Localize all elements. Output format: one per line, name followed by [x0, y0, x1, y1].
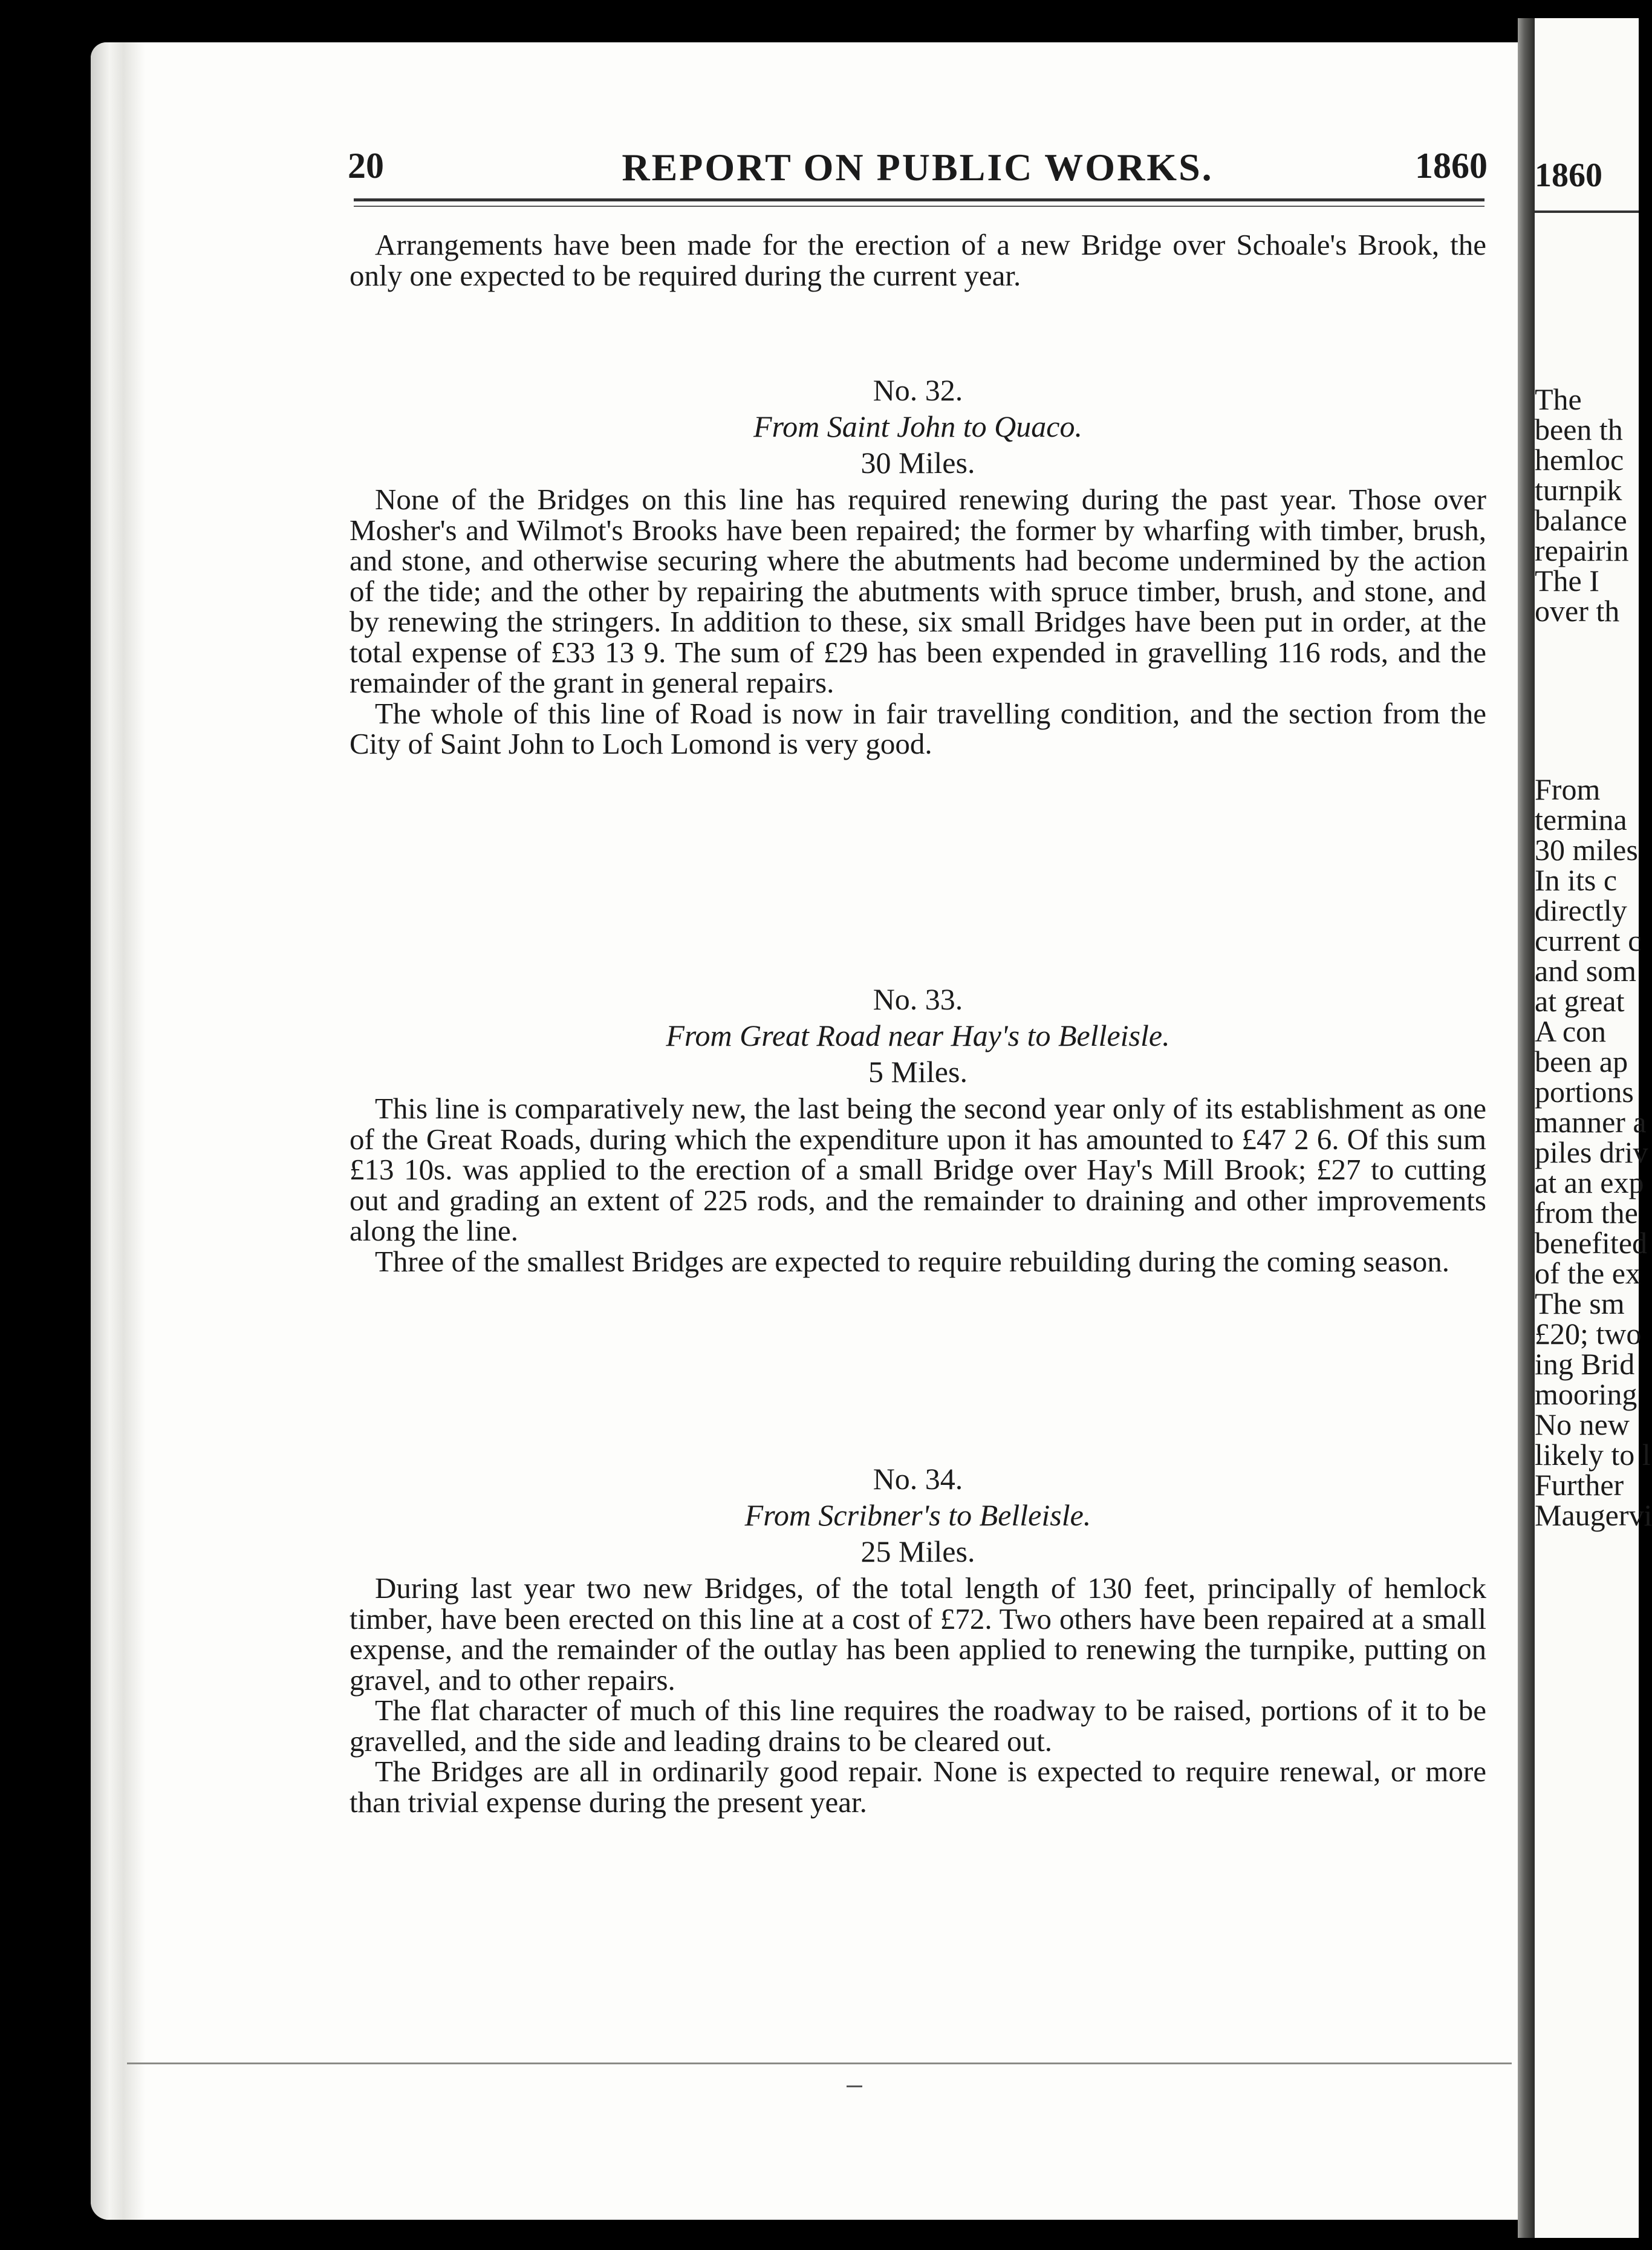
section-route: From Scribner's to Belleisle.: [744, 1498, 1091, 1532]
facing-page-line: A con: [1535, 1014, 1607, 1048]
section-length: 25 Miles.: [860, 1534, 975, 1568]
facing-page-line: from the: [1535, 1196, 1638, 1230]
section-paragraph: Three of the smallest Bridges are expected to require rebuilding during the coming season.: [375, 1244, 1450, 1278]
facing-page-line: repairin: [1535, 533, 1629, 567]
facing-page-line: benefited: [1535, 1226, 1648, 1260]
facing-page-line: £20; two: [1535, 1317, 1642, 1351]
section-paragraph: None of the Bridges on this line has required renewing during the past year. Those over Mosher's and Wilmot's Brooks have been repaired; the former by wharfing with timber, brush, and stone, and otherwise securing where the abutments had become undermined by the action of the tide; and the other by repairing the abutments with spruce timber, brush, and stone, and by renewing the stringers. In addition to these, six small Bridges have been put in order, at the total expense of £33 13 9. The sum of £29 has been expended in gravelling 116 rods, and the remainder of the grant in general repairs.: [350, 483, 1486, 699]
facing-page-line: In its c: [1535, 863, 1618, 897]
facing-page-line: portions: [1535, 1075, 1634, 1109]
facing-page-line: Maugervi: [1535, 1498, 1652, 1532]
facing-page-line: hemloc: [1535, 443, 1624, 477]
facing-page-line: turnpik: [1535, 473, 1622, 507]
facing-page-line: and som: [1535, 954, 1637, 988]
facing-page-line: piles driv: [1535, 1135, 1648, 1169]
running-header: [348, 145, 1488, 194]
page-bottom-mark: [847, 2085, 862, 2087]
section-number: No. 34.: [873, 1462, 963, 1496]
page-bottom-rule: [127, 2062, 1512, 2064]
facing-page-line: directly: [1535, 893, 1627, 927]
section-34: [350, 1461, 1486, 1818]
facing-page: [1535, 18, 1652, 2238]
facing-page-line: termina: [1535, 803, 1627, 836]
book-gutter: [1518, 18, 1535, 2238]
facing-page-line: at great: [1535, 984, 1625, 1018]
section-32: [350, 372, 1486, 760]
facing-page-line: The: [1535, 382, 1582, 416]
section-paragraph: This line is comparatively new, the last being the second year only of its establishment as one of the Great Roads, during which the expenditure upon it has amounted to £47 2 6. Of this sum £13 10s. was applied to the erection of a small Bridge over Hay's Mill Brook; £27 to cutting out and grading an extent of 225 rods, and the remainder to draining and other improvements along the line.: [350, 1092, 1486, 1247]
header-rule-thin: [354, 206, 1485, 207]
facing-page-line: No new: [1535, 1407, 1630, 1441]
header-rule: [354, 198, 1485, 201]
facing-page-line: current c: [1535, 924, 1642, 957]
section-length: 5 Miles.: [868, 1055, 967, 1089]
facing-page-line: been ap: [1535, 1045, 1628, 1078]
section-route: From Great Road near Hay's to Belleisle.: [666, 1019, 1170, 1052]
section-length: 30 Miles.: [860, 446, 975, 480]
facing-page-line: of the ex: [1535, 1256, 1641, 1290]
facing-page-line: mooring: [1535, 1377, 1637, 1411]
facing-page-line: over th: [1535, 594, 1620, 628]
intro-paragraph: Arrangements have been made for the erection of a new Bridge over Schoale's Brook, the only one expected to be required during the current year.: [350, 228, 1486, 292]
facing-page-line: been th: [1535, 412, 1623, 446]
facing-page-line: at an exp: [1535, 1166, 1644, 1199]
header-year: 1860: [1415, 146, 1488, 186]
facing-page-line: likely to l: [1535, 1438, 1651, 1472]
facing-page-line: From: [1535, 772, 1601, 806]
section-paragraph: The flat character of much of this line requires the roadway to be raised, portions of it to be gravelled, and the side and leading drains to be cleared out.: [350, 1694, 1486, 1758]
facing-page-line: Further: [1535, 1468, 1624, 1502]
page-number: 20: [348, 146, 384, 186]
facing-page-line: manner a: [1535, 1105, 1647, 1139]
facing-page-line: balance: [1535, 503, 1627, 537]
facing-page-line: The I: [1535, 564, 1599, 598]
section-route: From Saint John to Quaco.: [753, 409, 1082, 443]
section-33: [350, 981, 1486, 1277]
intro-block: [350, 230, 1486, 291]
section-paragraph: The whole of this line of Road is now in fair travelling condition, and the section from the City of Saint John to Loch Lomond is very good.: [350, 696, 1486, 760]
section-paragraph: During last year two new Bridges, of the total length of 130 feet, principally of hemlock timber, have been erected on this line at a cost of £72. Two others have been repaired at a small expense, and the remainder of the outlay has been applied to renewing the turnpike, putting on gravel, and to other repairs.: [350, 1571, 1486, 1697]
facing-page-year: 1860: [1535, 157, 1602, 194]
page-edge: [91, 42, 145, 2220]
facing-page-line: The sm: [1535, 1286, 1625, 1320]
section-number: No. 32.: [873, 373, 963, 407]
section-paragraph: The Bridges are all in ordinarily good repair. None is expected to require renewal, or more than trivial expense during the present year.: [350, 1755, 1486, 1819]
section-number: No. 33.: [873, 982, 963, 1016]
facing-page-line: 30 miles: [1535, 833, 1638, 867]
page-title: REPORT ON PUBLIC WORKS.: [622, 146, 1214, 189]
facing-page-line: ing Brid: [1535, 1347, 1635, 1381]
facing-header-rule: [1535, 210, 1639, 213]
